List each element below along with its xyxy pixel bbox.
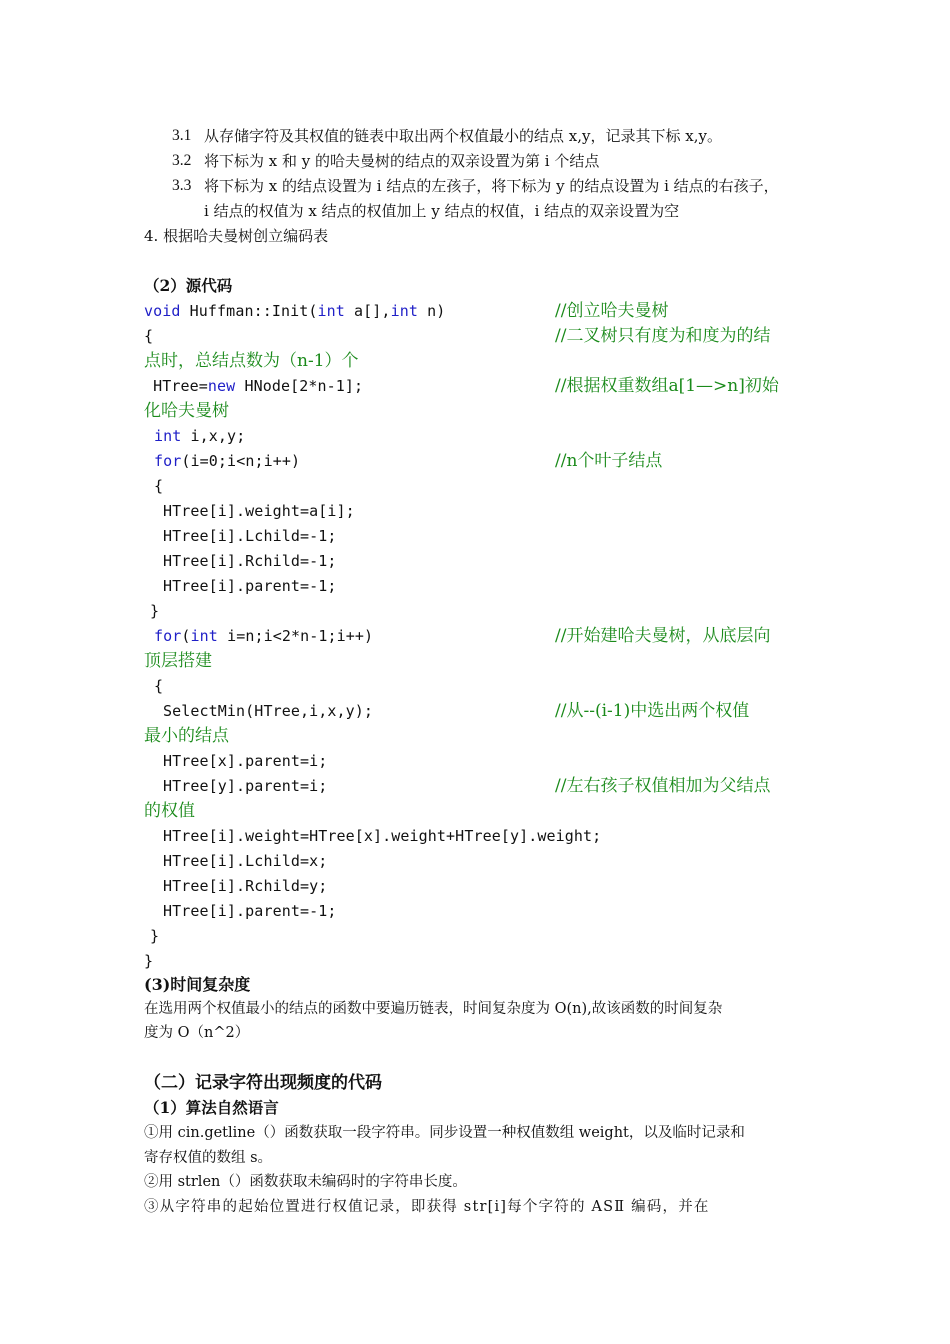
source-code-heading: （2）源代码 [144,276,233,295]
code-comment: //根据权重数组a[1—>n]初始 [555,376,779,396]
code-comment-wrap: 顶层搭建 [144,651,212,671]
step-3-2-number: 3.2 [172,152,192,169]
code-line: for(i=0;i<n;i++) [154,452,301,470]
code-line: HTree[i].weight=HTree[x].weight+HTree[y].weight; [163,827,602,845]
step-3-1-text: 从存储字符及其权值的链表中取出两个权值最小的结点 x,y，记录其下标 x,y。 [204,127,722,145]
step-3-3-text-line2: i 结点的权值为 x 结点的权值加上 y 结点的权值，i 结点的双亲设置为空 [204,202,680,220]
code-keyword: for [154,627,182,645]
step-3-3-number: 3.3 [172,177,192,194]
code-comment-wrap: 点时，总结点数为（n-1）个 [144,351,359,371]
code-comment: //n个叶子结点 [555,451,663,471]
code-keyword: new [207,377,236,395]
code-line: HTree[x].parent=i; [163,752,328,770]
code-line: SelectMin(HTree,i,x,y); [163,702,374,720]
code-keyword: for [154,452,182,470]
code-line: { [144,327,154,345]
code-line: HTree[i].parent=-1; [163,577,337,595]
step-4-text: 4. 根据哈夫曼树创立编码表 [144,227,329,245]
section-two-heading: （二）记录字符出现频度的代码 [144,1073,382,1093]
step-3-3-text-line1: 将下标为 x 的结点设置为 i 结点的左孩子，将下标为 y 的结点设置为 i 结点的右孩子， [204,177,779,195]
step-3-1-number: 3.1 [172,127,192,144]
code-keyword: int [190,627,218,645]
complexity-heading: (3)时间复杂度 [144,975,251,994]
code-keyword: int [390,302,418,320]
code-line: int i,x,y; [154,427,246,445]
code-line: HTree[i].Rchild=-1; [163,552,337,570]
code-comment: //二叉树只有度为和度为的结 [555,326,771,346]
complexity-text-line1: 在选用两个权值最小的结点的函数中要遍历链表，时间复杂度为 O(n),故该函数的时间复杂 [144,1001,723,1017]
code-line: } [150,927,160,945]
code-comment-wrap: 化哈夫曼树 [144,401,229,421]
code-keyword: int [317,302,345,320]
code-line: HTree=new HNode[2*n-1]; [144,377,364,395]
code-comment: //创立哈夫曼树 [555,301,669,321]
code-keyword: void [144,302,181,320]
code-comment: //从--(i-1)中选出两个权值 [555,701,750,721]
section-two-step1-line2: 寄存权值的数组 s。 [144,1150,273,1166]
complexity-text-line2: 度为 O（n^2） [144,1025,250,1041]
code-line: { [154,477,164,495]
code-line: HTree[i].weight=a[i]; [163,502,355,520]
step-3-2-text: 将下标为 x 和 y 的哈夫曼树的结点的双亲设置为第 i 个结点 [204,152,600,170]
code-keyword: int [154,427,182,445]
code-comment: //开始建哈夫曼树，从底层向 [555,626,771,646]
section-two-step1-line1: ①用 cin.getline（）函数获取一段字符串。同步设置一种权值数组 weight，以及临时记录和 [144,1125,745,1141]
code-line: HTree[i].Lchild=x; [163,852,328,870]
section-two-subheading: （1）算法自然语言 [144,1098,279,1117]
code-line: HTree[i].parent=-1; [163,902,337,920]
code-comment-wrap: 的权值 [144,801,195,821]
section-two-step2: ②用 strlen（）函数获取未编码时的字符串长度。 [144,1174,467,1190]
code-comment: //左右孩子权值相加为父结点 [555,776,771,796]
code-line: { [154,677,164,695]
code-line: } [150,602,160,620]
code-line: HTree[i].Rchild=y; [163,877,328,895]
section-two-step3: ③从字符串的起始位置进行权值记录，即获得 str[i]每个字符的 ASⅡ 编码，并在 [144,1199,710,1215]
code-line: for(int i=n;i<2*n-1;i++) [154,627,374,645]
code-comment-wrap: 最小的结点 [144,726,229,746]
code-line: void Huffman::Init(int a[],int n) [144,302,446,320]
code-line: HTree[y].parent=i; [163,777,328,795]
code-line: } [144,952,154,970]
code-line: HTree[i].Lchild=-1; [163,527,337,545]
